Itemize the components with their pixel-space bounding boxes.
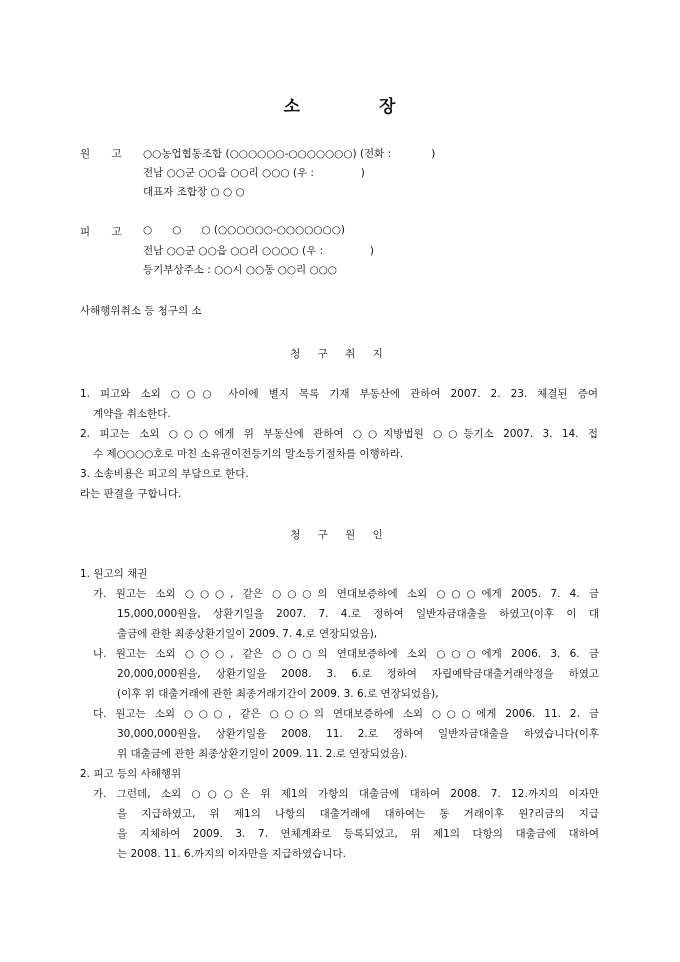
plaintiff-name-line: ○○농업협동조합 (○○○○○○-○○○○○○○) (전화 : ) [143, 148, 436, 160]
claim-cause-line-1: 1. 원고의 채권 [80, 568, 148, 580]
plaintiff-role-label: 원 고 [80, 148, 131, 160]
claim-cause-line-7: (이후 위 대출거래에 관한 최종거래기간이 2009. 3. 6.로 연장되었음), [117, 688, 439, 700]
title-char-right: 장 [379, 97, 397, 117]
defendant-name-line: ○ ○ ○ (○○○○○○-○○○○○○○) [143, 224, 345, 236]
plaintiff-representative-line: 대표자 조합장 ○ ○ ○ [143, 186, 245, 198]
claim-cause-line-12: 가. 그런데, 소외 ○○○은 위 제1의 가항의 대출금에 대하여 2008. 7. 12.까지의 이자만 [93, 788, 599, 800]
claim-cause-heading: 청 구 원 인 [290, 529, 390, 541]
claim-purpose-line-5: 3. 소송비용은 피고의 부담으로 한다. [80, 468, 249, 480]
claim-cause-line-5: 나. 원고는 소외 ○○○, 같은 ○○○의 연대보증하에 소외 ○○○에게 2006. 3. 6. 금 [93, 648, 599, 660]
title-char-left: 소 [283, 97, 301, 117]
claim-purpose-line-2: 계약을 취소한다. [93, 408, 171, 420]
claim-cause-line-11: 2. 피고 등의 사해행위 [80, 768, 182, 780]
claim-cause-line-4: 출금에 관한 최종상환기일이 2009. 7. 4.로 연장되었음), [117, 628, 378, 640]
defendant-address-line: 전남 ○○군 ○○읍 ○○리 ○○○○ (우 : ) [143, 245, 374, 257]
case-name: 사해행위취소 등 청구의 소 [80, 305, 202, 317]
claim-purpose-line-3: 2. 피고는 소외 ○○○에게 위 부동산에 관하여 ○○지방법원 ○○등기소 2007. 3. 14. 접 [80, 428, 598, 440]
claim-purpose-line-1: 1. 피고와 소외 ○○○ 사이에 별지 목록 기재 부동산에 관하여 2007. 2. 23. 체결된 증여 [80, 388, 598, 400]
defendant-registry-address-line: 등기부상주소 : ○○시 ○○동 ○○리 ○○○ [143, 264, 337, 276]
claim-cause-line-10: 위 대출금에 관한 최종상환기일이 2009. 11. 2.로 연장되었음). [117, 748, 408, 760]
claim-cause-line-15: 는 2008. 11. 6.까지의 이자만을 지급하였습니다. [117, 848, 346, 860]
plaintiff-address-line: 전남 ○○군 ○○읍 ○○리 ○○○ (우 : ) [143, 167, 365, 179]
claim-cause-line-14: 을 지체하여 2009. 3. 7. 연체계좌로 등록되었고, 위 제1의 다항의 대출금에 대하여 [117, 828, 599, 840]
claim-cause-line-9: 30,000,000원을, 상환기일을 2008. 11. 2.로 정하여 일반자금대출을 하였습니다(이후 [117, 728, 599, 740]
document-title [0, 92, 680, 117]
claim-cause-line-2: 가. 원고는 소외 ○○○, 같은 ○○○의 연대보증하에 소외 ○○○에게 2005. 7. 4. 금 [93, 588, 599, 600]
defendant-role-label: 피 고 [80, 226, 131, 238]
claim-cause-line-3: 15,000,000원을, 상환기일을 2007. 7. 4.로 정하여 일반자금대출을 하였고(이후 이 대 [117, 608, 599, 620]
claim-purpose-heading: 청 구 취 지 [290, 348, 390, 360]
claim-purpose-line-6: 라는 판결을 구합니다. [80, 488, 182, 500]
claim-purpose-line-4: 수 제○○○○호로 마친 소유권이전등기의 말소등기절차를 이행하라. [93, 448, 404, 460]
claim-cause-line-8: 다. 원고는 소외 ○○○, 같은 ○○○의 연대보증하에 소외 ○○○에게 2006. 11. 2. 금 [93, 708, 599, 720]
claim-cause-line-13: 을 지급하였고, 위 제1의 나항의 대출거래에 대하여는 동 거래이후 원?리금의 지급 [117, 808, 599, 820]
claim-cause-line-6: 20,000,000원을, 상환기일을 2008. 3. 6.로 정하여 자립예탁금대출거래약정을 하였고 [117, 668, 599, 680]
